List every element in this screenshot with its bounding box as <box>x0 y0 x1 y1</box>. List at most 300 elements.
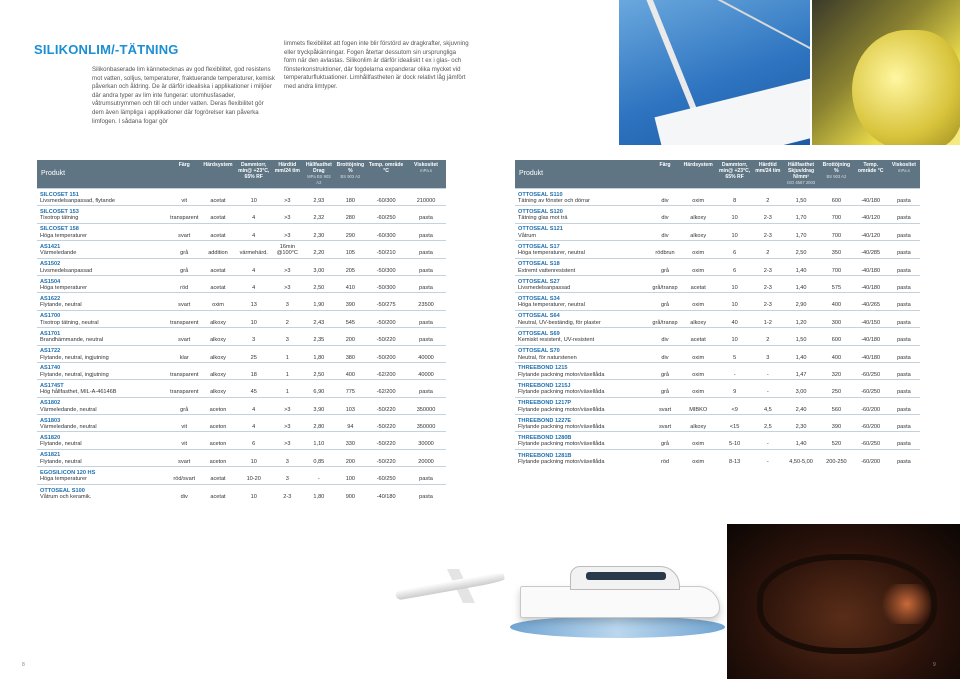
cell-hall: 3,00 <box>303 258 335 275</box>
cell-temp: -62/200 <box>366 362 406 379</box>
cell-hard: aceton <box>200 449 236 466</box>
cell-brott: 390 <box>335 293 367 310</box>
product-name: SILCOSET 153 <box>40 208 79 215</box>
cell-farg: div <box>650 223 680 240</box>
product-description: Tätning av fönster och dörrar <box>518 197 590 204</box>
cell-hall: 4,50-5,00 <box>783 449 819 466</box>
cell-farg: svart <box>168 293 200 310</box>
cell-damm: 10 <box>716 293 752 310</box>
cell-farg: div <box>650 189 680 206</box>
cell-hardtid: >3 <box>272 275 304 292</box>
cell-hard: alkoxy <box>200 380 236 397</box>
cell-hard: alkoxy <box>200 310 236 327</box>
cell-hardtid: >3 <box>272 432 304 449</box>
cell-temp: -60/200 <box>854 415 888 432</box>
cell-hardtid: >3 <box>272 397 304 414</box>
product-cell <box>37 206 168 223</box>
table-row <box>515 415 920 432</box>
product-cell <box>37 293 168 310</box>
cell-farg: transparent <box>168 206 200 223</box>
cell-hall: 1,10 <box>303 432 335 449</box>
cell-visk: pasta <box>888 241 920 258</box>
cell-hard: oxim <box>680 380 716 397</box>
cell-damm: 10 <box>236 310 272 327</box>
product-name: OTTOSEAL S69 <box>518 330 560 337</box>
cell-temp: -60/250 <box>366 206 406 223</box>
cell-brott: 400 <box>819 293 853 310</box>
col-hallfasthet: Hållfasthet Skjuv/drag N/mm² ISO 4587 2003 <box>783 160 819 189</box>
cell-hall: 1,80 <box>303 345 335 362</box>
cell-visk: pasta <box>888 310 920 327</box>
product-description: Flytande, neutral <box>40 302 82 309</box>
table-row <box>515 397 920 414</box>
cell-farg: svart <box>650 397 680 414</box>
cell-farg: svart <box>168 449 200 466</box>
page-number-right: 9 <box>933 662 936 668</box>
product-description: Värmeledande <box>40 250 77 257</box>
cell-hardtid: 2,5 <box>753 415 783 432</box>
cell-brott: 200 <box>335 328 367 345</box>
cell-brott: 100 <box>335 467 367 484</box>
cell-temp: -50/210 <box>366 241 406 258</box>
product-cell <box>37 275 168 292</box>
cell-temp: -40/120 <box>854 206 888 223</box>
cell-hall: 1,70 <box>783 223 819 240</box>
table-row <box>37 275 446 292</box>
cell-farg: vit <box>168 415 200 432</box>
cell-temp: -50/300 <box>366 275 406 292</box>
cell-visk: pasta <box>888 345 920 362</box>
cell-brott: 400 <box>819 345 853 362</box>
table-row <box>37 415 446 432</box>
cell-hard: alkoxy <box>680 206 716 223</box>
product-name: AS1820 <box>40 435 61 442</box>
cell-hall: 2,43 <box>303 310 335 327</box>
product-cell <box>515 293 650 310</box>
product-cell <box>515 415 650 432</box>
cell-temp: -50/220 <box>366 397 406 414</box>
table-row <box>37 380 446 397</box>
cell-damm: 4 <box>236 206 272 223</box>
cell-farg: div <box>650 206 680 223</box>
cell-visk: pasta <box>888 258 920 275</box>
cell-hard: oxim <box>680 258 716 275</box>
col-temp: Temp. område °C <box>854 160 888 189</box>
cell-farg: transparent <box>168 362 200 379</box>
cell-hardtid: 2-3 <box>753 258 783 275</box>
cell-temp: -40/180 <box>854 328 888 345</box>
product-cell <box>515 275 650 292</box>
cell-visk: pasta <box>406 310 446 327</box>
cell-brott: 200-250 <box>819 449 853 466</box>
cell-hall: 1,90 <box>303 293 335 310</box>
cell-damm: 40 <box>716 310 752 327</box>
cell-damm: 4 <box>236 258 272 275</box>
cell-farg: klar <box>168 345 200 362</box>
product-name: AS1504 <box>40 278 61 285</box>
cell-hall: - <box>303 467 335 484</box>
col-brottojning: Brottöjning % BS 903 A2 <box>335 160 367 189</box>
cell-hall: 1,70 <box>783 206 819 223</box>
cell-brott: 350 <box>819 241 853 258</box>
product-name: THREEBOND 1215J <box>518 382 571 389</box>
cell-farg: vit <box>168 189 200 206</box>
table-row <box>515 293 920 310</box>
col-produkt: Produkt <box>515 160 650 189</box>
cell-hall: 1,20 <box>783 310 819 327</box>
cell-hall: 2,50 <box>783 241 819 258</box>
product-description: Livsmedelsanpassad <box>40 267 93 274</box>
product-name: OTTOSEAL S100 <box>40 487 85 494</box>
product-name: AS1722 <box>40 348 61 355</box>
product-description: Neutral, UV-beständig, för plaster <box>518 319 601 326</box>
product-name: OTTOSEAL S34 <box>518 295 560 302</box>
table-row <box>515 310 920 327</box>
cell-hardtid: 3 <box>272 467 304 484</box>
table-header-row <box>37 160 446 189</box>
table-row <box>37 241 446 258</box>
cell-farg: rödbrun <box>650 241 680 258</box>
cell-temp: -40/265 <box>854 293 888 310</box>
cell-hall: 2,40 <box>783 397 819 414</box>
product-name: AS1700 <box>40 313 61 320</box>
product-cell <box>37 328 168 345</box>
cell-hall: 2,20 <box>303 241 335 258</box>
cell-hard: oxim <box>200 293 236 310</box>
product-cell <box>37 449 168 466</box>
cell-temp: -40/180 <box>854 345 888 362</box>
product-description: Höga temperaturer, neutral <box>518 250 585 257</box>
product-description: Höga temperaturer <box>40 476 87 483</box>
product-name: AS1622 <box>40 295 61 302</box>
cell-farg: grå <box>650 362 680 379</box>
table-row <box>515 241 920 258</box>
col-viskositet: Viskositet mPa.s <box>888 160 920 189</box>
product-description: Höga temperaturer, neutral <box>518 302 585 309</box>
cell-hard: acetat <box>680 275 716 292</box>
col-hardtid: Härdtid mm/24 tim <box>272 160 304 189</box>
cell-hardtid: 3 <box>272 328 304 345</box>
col-temp: Temp. område °C <box>366 160 406 189</box>
cell-damm: 10-20 <box>236 467 272 484</box>
product-name: SILCOSET 151 <box>40 191 79 198</box>
product-table-left <box>37 160 446 502</box>
cell-hall: 1,80 <box>303 484 335 501</box>
cell-temp: -62/200 <box>366 380 406 397</box>
cell-damm: 10 <box>716 328 752 345</box>
cell-temp: -60/300 <box>366 189 406 206</box>
cell-brott: 320 <box>819 362 853 379</box>
cell-hall: 1,40 <box>783 432 819 449</box>
cell-temp: -50/220 <box>366 432 406 449</box>
product-cell <box>37 380 168 397</box>
cell-hardtid: - <box>753 362 783 379</box>
cell-temp: -60/300 <box>366 223 406 240</box>
cell-temp: -40/120 <box>854 223 888 240</box>
product-cell <box>515 380 650 397</box>
product-description: Flytande packning motor/växellåda <box>518 459 605 466</box>
cell-hard: oxim <box>680 345 716 362</box>
product-name: AS1802 <box>40 400 61 407</box>
product-description: Flytande, neutral <box>40 458 82 465</box>
product-cell <box>37 223 168 240</box>
cell-damm: 4 <box>236 415 272 432</box>
product-cell <box>515 206 650 223</box>
cell-hardtid: 3 <box>272 449 304 466</box>
cell-visk: 210000 <box>406 189 446 206</box>
product-cell <box>37 310 168 327</box>
cell-hard: acetat <box>200 467 236 484</box>
table-row <box>37 397 446 414</box>
cell-hardtid: 1 <box>272 362 304 379</box>
protective-suit-photo <box>812 0 960 145</box>
product-cell <box>37 189 168 206</box>
cell-visk: pasta <box>406 241 446 258</box>
col-farg: Färg <box>650 160 680 189</box>
cell-visk: pasta <box>888 380 920 397</box>
cell-hall: 3,00 <box>783 380 819 397</box>
cell-brott: 700 <box>819 206 853 223</box>
product-name: OTTOSEAL S17 <box>518 243 560 250</box>
cell-hard: acetat <box>200 258 236 275</box>
product-description: Livsmedelsanpassad <box>518 284 571 291</box>
cell-temp: -50/220 <box>366 449 406 466</box>
cell-visk: 23500 <box>406 293 446 310</box>
cell-brott: 575 <box>819 275 853 292</box>
cell-hardtid: 1 <box>272 380 304 397</box>
cell-hall: 2,30 <box>303 223 335 240</box>
cell-brott: 400 <box>335 362 367 379</box>
cell-farg: div <box>650 328 680 345</box>
cell-hall: 2,32 <box>303 206 335 223</box>
product-name: SILCOSET 158 <box>40 226 79 233</box>
cell-temp: -40/180 <box>366 484 406 501</box>
cell-brott: 94 <box>335 415 367 432</box>
product-description: Värmeledande, neutral <box>40 406 97 413</box>
cell-hardtid: 3 <box>753 345 783 362</box>
cell-farg: röd <box>168 275 200 292</box>
cell-farg: div <box>650 345 680 362</box>
product-cell <box>515 362 650 379</box>
cell-farg: grå <box>168 241 200 258</box>
col-brottojning: Brottöjning % BS 903 A2 <box>819 160 853 189</box>
cell-hardtid: 1 <box>272 345 304 362</box>
table-row <box>515 258 920 275</box>
product-name: AS1745T <box>40 382 64 389</box>
cell-damm: <15 <box>716 415 752 432</box>
product-cell <box>515 345 650 362</box>
cell-damm: 9 <box>716 380 752 397</box>
cell-damm: - <box>716 362 752 379</box>
cell-farg: grå <box>168 258 200 275</box>
cell-visk: pasta <box>888 206 920 223</box>
cell-temp: -50/220 <box>366 328 406 345</box>
table-row <box>515 345 920 362</box>
cell-temp: -40/150 <box>854 310 888 327</box>
cell-hardtid: 2 <box>753 241 783 258</box>
product-description: Flytande packning motor/växellåda <box>518 406 605 413</box>
product-description: Neutral, för naturstenen <box>518 354 577 361</box>
table-row <box>37 310 446 327</box>
table-row <box>37 467 446 484</box>
cell-brott: 180 <box>335 189 367 206</box>
cell-temp: -40/285 <box>854 241 888 258</box>
cell-temp: -40/180 <box>854 189 888 206</box>
product-description: Flytande, neutral, ingjutning <box>40 371 109 378</box>
cell-damm: 6 <box>716 241 752 258</box>
cell-brott: 250 <box>819 380 853 397</box>
col-dammtorr: Dammtorr, min@ +23°C, 65% RF <box>716 160 752 189</box>
product-description: Höga temperaturer <box>40 284 87 291</box>
product-cell <box>515 432 650 449</box>
cell-brott: 600 <box>819 189 853 206</box>
product-description: Livsmedelsanpassad, flytande <box>40 197 115 204</box>
cell-farg: röd/svart <box>168 467 200 484</box>
cell-hardtid: 2-3 <box>753 206 783 223</box>
product-cell <box>515 241 650 258</box>
cell-hard: aceton <box>200 432 236 449</box>
cell-hard: oxim <box>680 293 716 310</box>
product-name: AS1821 <box>40 452 61 459</box>
product-cell <box>37 432 168 449</box>
cell-hard: acetat <box>200 206 236 223</box>
product-cell <box>515 258 650 275</box>
cell-temp: -60/250 <box>854 380 888 397</box>
cell-brott: 280 <box>335 206 367 223</box>
product-description: Kemiskt resistent, UV-resistent <box>518 337 595 344</box>
cell-farg: svart <box>168 328 200 345</box>
cell-farg: vit <box>168 432 200 449</box>
sailboat-photo <box>619 0 810 145</box>
cell-damm: värmehärd. <box>236 241 272 258</box>
product-name: OTTOSEAL S18 <box>518 261 560 268</box>
table-row <box>37 432 446 449</box>
cell-damm: 18 <box>236 362 272 379</box>
cell-damm: 45 <box>236 380 272 397</box>
product-name: AS1502 <box>40 261 61 268</box>
product-cell <box>515 189 650 206</box>
cell-damm: 8 <box>716 189 752 206</box>
product-description: Extremt vattenresistent <box>518 267 576 274</box>
table-row <box>37 362 446 379</box>
product-name: EGOSILICON 120 HS <box>40 469 96 476</box>
cell-brott: 545 <box>335 310 367 327</box>
table-row <box>37 258 446 275</box>
product-cell <box>37 397 168 414</box>
cell-hard: oxim <box>680 189 716 206</box>
cell-hard: alkoxy <box>200 328 236 345</box>
cell-damm: <9 <box>716 397 752 414</box>
cell-temp: -40/180 <box>854 258 888 275</box>
product-description: Värmeledande, neutral <box>40 424 97 431</box>
product-description: Flytande packning motor/växellåda <box>518 441 605 448</box>
product-description: Hög hållfasthet, MIL-A-46146B <box>40 389 117 396</box>
product-cell <box>37 345 168 362</box>
col-farg: Färg <box>168 160 200 189</box>
cell-damm: 6 <box>716 258 752 275</box>
col-hallfasthet: Hållfasthet Drag MPa BS 903 A2 <box>303 160 335 189</box>
product-name: AS1421 <box>40 243 61 250</box>
cell-hall: 2,93 <box>303 189 335 206</box>
cell-temp: -60/250 <box>366 467 406 484</box>
cell-hardtid: >3 <box>272 206 304 223</box>
cell-temp: -50/200 <box>366 345 406 362</box>
cell-hardtid: - <box>753 380 783 397</box>
cell-hall: 1,40 <box>783 345 819 362</box>
cell-hardtid: 2-3 <box>272 484 304 501</box>
cell-hardtid: 1-2 <box>753 310 783 327</box>
cell-temp: -60/200 <box>854 397 888 414</box>
intro-paragraph-right: limmets flexibilitet att fogen inte blir förstörd av dragkrafter, skjuvning eller tryckpåkänningar. Fogen återtar dessutom sin ursprungliga form när den avlastas. Silikonlim är därför idealiskt t ex i glas- och fönsterkonstruktioner, där fogdelarna expanderar olika mycket vid temperaturfluktuationer. Limhållfastheten är dock relativt låg jämfört med andra limtyper. <box>284 40 469 90</box>
product-name: THREEBOND 1227E <box>518 417 572 424</box>
cell-hall: 2,30 <box>783 415 819 432</box>
product-name: THREEBOND 1217P <box>518 400 572 407</box>
cell-brott: 390 <box>819 415 853 432</box>
cell-hard: alkoxy <box>200 345 236 362</box>
cell-farg: svart <box>650 415 680 432</box>
cell-brott: 205 <box>335 258 367 275</box>
product-name: AS1740 <box>40 365 61 372</box>
product-cell <box>515 310 650 327</box>
product-name: THREEBOND 1215 <box>518 365 568 372</box>
cell-hard: aceton <box>200 397 236 414</box>
cell-hardtid: 2-3 <box>753 275 783 292</box>
cell-visk: pasta <box>406 223 446 240</box>
product-name: THREEBOND 1281B <box>518 452 572 459</box>
cell-visk: pasta <box>406 328 446 345</box>
cell-visk: 30000 <box>406 432 446 449</box>
cell-damm: 10 <box>716 223 752 240</box>
product-name: AS1701 <box>40 330 61 337</box>
cell-damm: 10 <box>716 206 752 223</box>
cell-hall: 1,50 <box>783 328 819 345</box>
cell-hard: alkoxy <box>680 223 716 240</box>
table-row <box>37 293 446 310</box>
cell-farg: div <box>168 484 200 501</box>
cell-visk: 40000 <box>406 345 446 362</box>
product-description: Tixotrop tätning <box>40 215 79 222</box>
cell-temp: -40/180 <box>854 275 888 292</box>
cell-damm: 4 <box>236 397 272 414</box>
col-produkt: Produkt <box>37 160 168 189</box>
cell-visk: pasta <box>406 258 446 275</box>
product-cell <box>515 397 650 414</box>
cell-hall: 2,80 <box>303 415 335 432</box>
product-cell <box>37 258 168 275</box>
cell-visk: 350000 <box>406 415 446 432</box>
cell-hard: acetat <box>200 223 236 240</box>
cell-visk: pasta <box>888 293 920 310</box>
cell-brott: 775 <box>335 380 367 397</box>
cell-visk: pasta <box>888 223 920 240</box>
col-hardtid: Härdtid mm/24 tim <box>753 160 783 189</box>
cell-brott: 105 <box>335 241 367 258</box>
cell-visk: 40000 <box>406 362 446 379</box>
cell-damm: 4 <box>236 223 272 240</box>
table-row <box>515 362 920 379</box>
cell-hall: 2,90 <box>783 293 819 310</box>
intro-paragraph-left: Silikonbaserade lim kännetecknas av god flexibilitet, god resistens mot vatten, solljus, temperaturer, fraktuerande temperaturer, kemisk påverkan och åldring. De är därför idealiska i applikationer i miljöer där andra typer av lim inte fungerar: utomhusfasader, våtrumsutrymmen och till och under vatten. Deras flexibilitet gör dem även lämpliga i applikationer där fogrörelser kan påverka limfogen. I sådana fogar gör <box>92 66 275 125</box>
table-row <box>37 449 446 466</box>
cell-hardtid: >3 <box>272 189 304 206</box>
cell-hard: acetat <box>200 275 236 292</box>
product-name: THREEBOND 1280B <box>518 435 572 442</box>
cell-farg: grå <box>650 380 680 397</box>
cell-brott: 290 <box>335 223 367 240</box>
product-description: Höga temperaturer <box>40 232 87 239</box>
cell-brott: 380 <box>335 345 367 362</box>
col-hardsystem: Härdsystem <box>200 160 236 189</box>
